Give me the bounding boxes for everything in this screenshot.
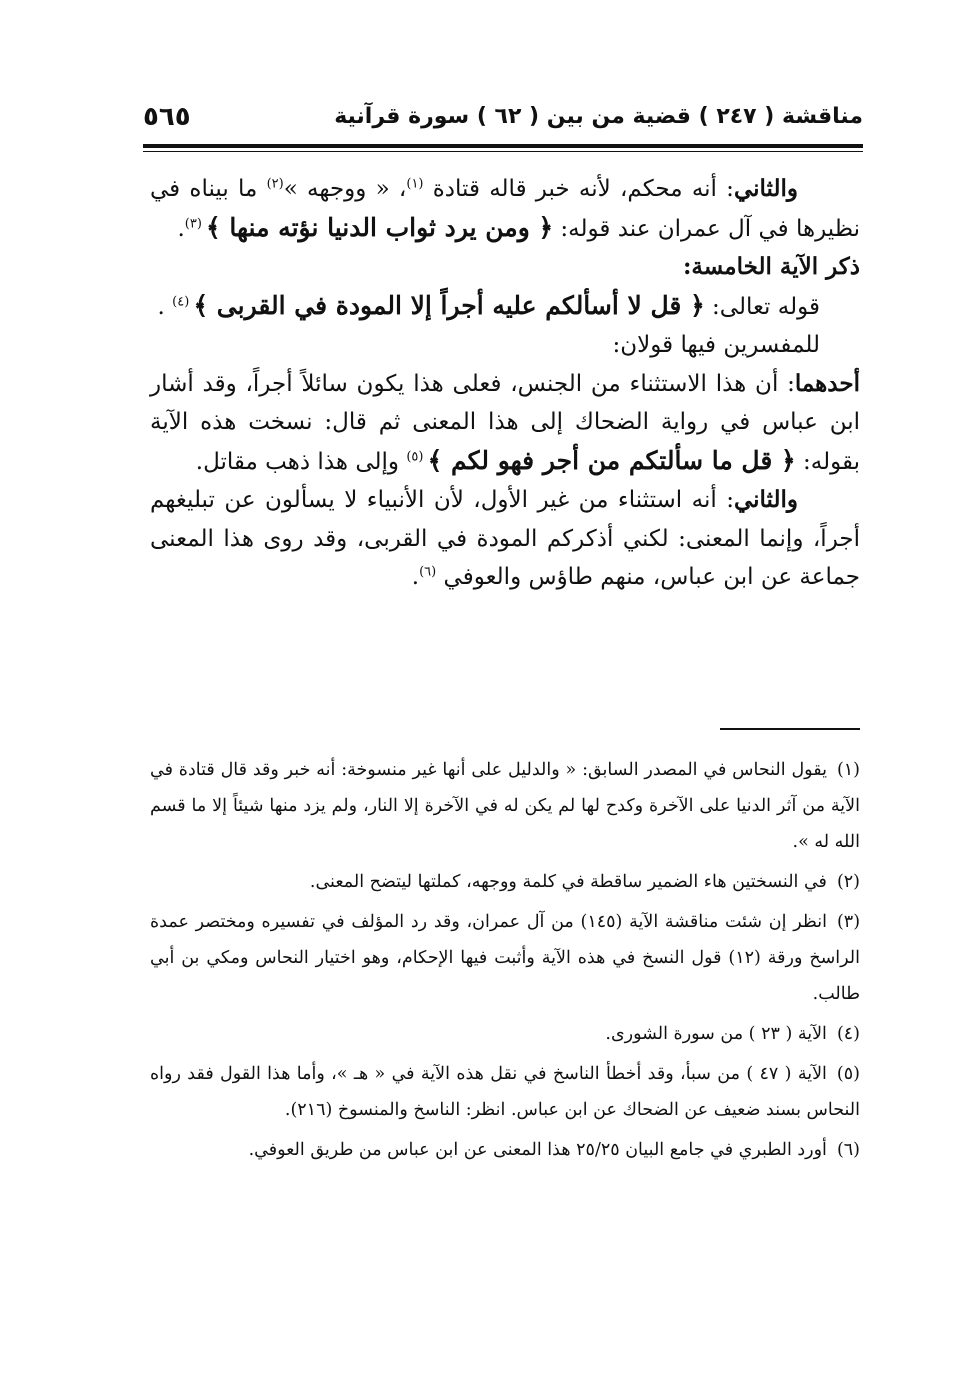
footnote — [150, 1016, 860, 1052]
footnote-ref: (٤) — [172, 293, 194, 309]
footnote-number: (٤) — [836, 1024, 860, 1044]
quran-verse: ﴿ ومن يرد ثواب الدنيا نؤته منها ﴾ — [206, 212, 554, 242]
footnote-ref: (٥) — [406, 448, 428, 464]
text-span: ، « ووجهه » — [283, 176, 407, 202]
footnote-text: الآية ( ٤٧ ) من سبأ، وقد أخطأ الناسخ في نقل هذه الآية في « هـ »، وأما هذا القول فقد رواه النحاس بسند ضعيف عن الضحاك عن ابن عباس. انظر: الناسخ والمنسوخ (٢١٦). — [150, 1064, 860, 1120]
paragraph-lead: أحدهما — [794, 369, 860, 397]
paragraph-lead: والثاني — [733, 175, 798, 202]
paragraph — [150, 170, 860, 248]
header-rule-thick — [143, 144, 863, 148]
footnote — [150, 864, 860, 900]
text-span: : أن هذا الاستثناء من الجنس، فعلى هذا يكون سائلاً أجراً، وقد أشار ابن عباس في رواية الضحاك إلى هذا المعنى ثم قال: نسخت هذه الآية بقوله: — [150, 370, 860, 475]
footnote-ref: (٦) — [419, 564, 437, 580]
footnote-separator — [720, 728, 860, 730]
text-span: ما بيناه في نظيرها في آل عمران عند قوله: — [150, 176, 860, 242]
paragraph: للمفسرين فيها قولان: — [612, 332, 820, 358]
footnote-text: الآية ( ٢٣ ) من سورة الشورى. — [605, 1024, 827, 1044]
page-number: ٥٦٥ — [143, 102, 191, 132]
footnote-text: يقول النحاس في المصدر السابق: « والدليل على أنها غير منسوخة: أنه خبر وقد قال قتادة في الآية من آثر الدنيا على الآخرة وكدح لها لم يكن له في الآخرة إلا النار، ولم يزد منها شيئاً إلا ما قسم الله له ». — [150, 760, 860, 852]
paragraph — [150, 287, 860, 327]
main-text — [150, 170, 860, 597]
quran-verse: ﴿ قل ما سألتكم من أجر فهو لكم ﴾ — [427, 445, 796, 475]
footnote-number: (١) — [836, 760, 860, 780]
running-header — [143, 100, 863, 144]
footnote-text: أورد الطبري في جامع البيان ٢٥/٢٥ هذا المعنى عن ابن عباس من طريق العوفي. — [248, 1140, 827, 1160]
footnotes — [150, 752, 860, 1172]
section-heading: ذكر الآية الخامسة: — [682, 253, 860, 280]
footnote — [150, 752, 860, 860]
text-span: : أنه محكم، لأنه خبر قاله قتادة — [423, 176, 734, 202]
footnote-text: في النسختين هاء الضمير ساقطة في كلمة ووجهه، كملتها ليتضح المعنى. — [309, 872, 827, 892]
text-span: . — [157, 293, 173, 320]
footnote — [150, 1056, 860, 1128]
footnote — [150, 904, 860, 1012]
paragraph-lead: والثاني — [733, 486, 798, 513]
footnote-number: (٣) — [836, 912, 861, 932]
footnote-number: (٥) — [836, 1064, 860, 1084]
footnote-ref: (٣) — [184, 215, 207, 231]
footnote-text: انظر إن شئت مناقشة الآية (١٤٥) من آل عمران، وقد رد المؤلف في تفسيره ومختصر عمدة الراسخ ورقة (١٢) قول النسخ في هذه الآية وأثبت فيها الإحكام، وهو اختيار النحاس ومكي بن أبي طالب. — [150, 912, 861, 1004]
footnote-number: (٢) — [836, 872, 860, 892]
footnote-ref: (٢) — [266, 176, 284, 192]
quran-verse: ﴿ قل لا أسألكم عليه أجراً إلا المودة في القربى ﴾ — [193, 290, 705, 320]
paragraph — [150, 481, 860, 597]
text-span: : أنه استثناء من غير الأول، لأن الأنبياء لا يسألون عن تبليغهم أجراً، وإنما المعنى: لكني أذكركم المودة في القربى، وقد روى هذا المعنى جماعة عن ابن عباس، منهم طاؤس والعوفي — [150, 487, 860, 590]
footnote — [150, 1132, 860, 1168]
running-title: مناقشة ( ٢٤٧ ) قضية من بين ( ٦٢ ) سورة قرآنية — [334, 104, 863, 129]
footnote-number: (٦) — [836, 1140, 860, 1160]
footnote-ref: (١) — [406, 176, 424, 192]
paragraph — [150, 365, 860, 482]
text-span: وإلى هذا ذهب مقاتل. — [195, 448, 407, 475]
text-span: قوله تعالى: — [704, 293, 820, 320]
text-span: . — [411, 564, 420, 590]
header-rule-thin — [143, 151, 863, 152]
text-span: . — [177, 215, 185, 242]
